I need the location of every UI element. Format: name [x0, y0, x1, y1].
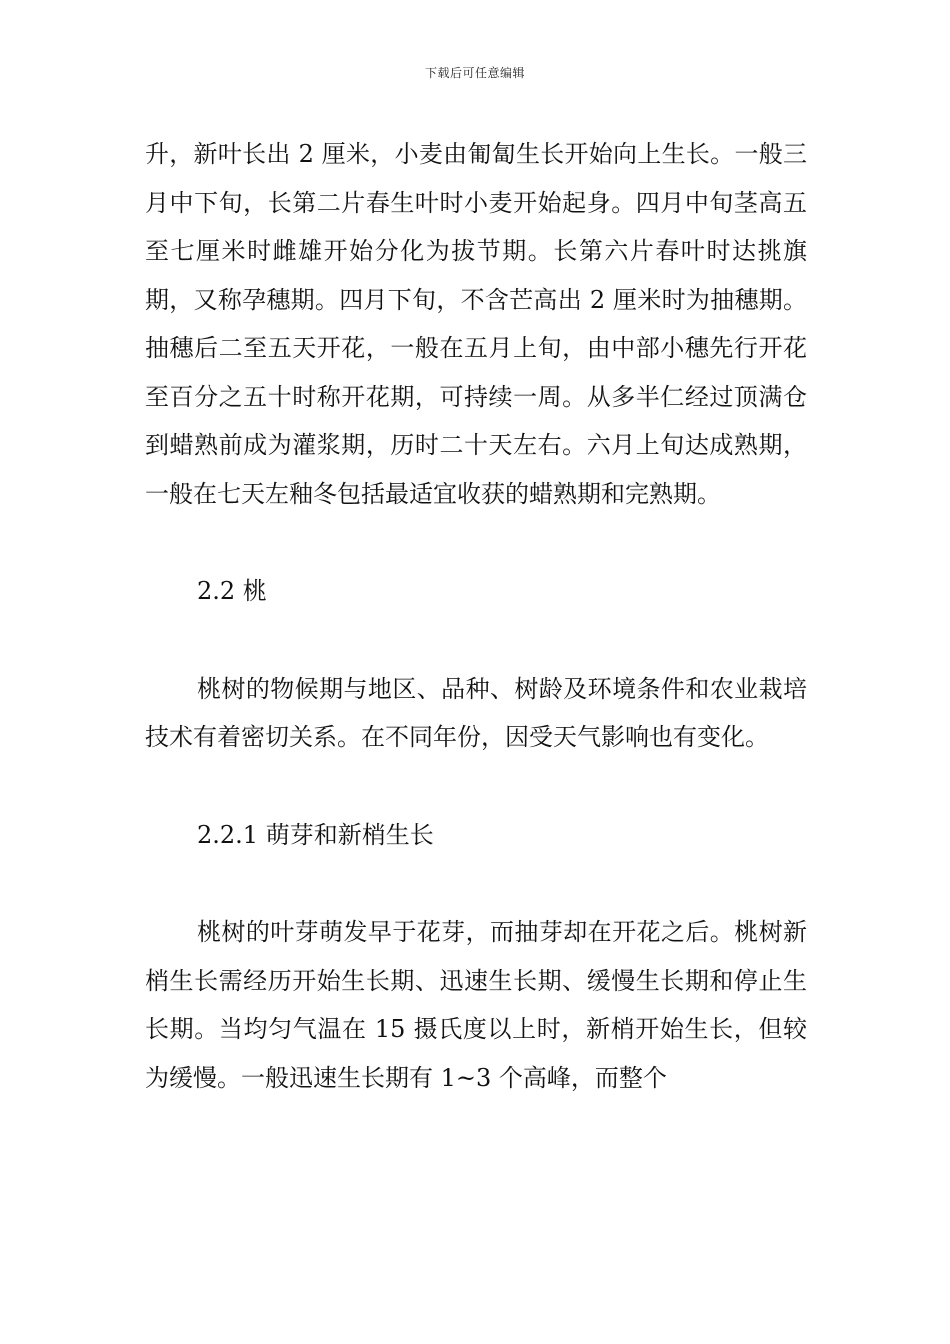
paragraph-wheat-growth: 升，新叶长出 2 厘米，小麦由匍匐生长开始向上生长。一般三月中下旬，长第二片春生叶时小麦开始起身。四月中旬茎高五至七厘米时雌雄开始分化为拔节期。长第六片春叶时达挑旗期，又称孕穗期。四月下旬，不含芒高出 2 厘米时为抽穗期。抽穗后二至五天开花，一般在五月上旬，由中部小穗先行开花至百分之五十时称开花期，可持续一周。从多半仁经过顶满仓到蜡熟前成为灌浆期，历时二十天左右。六月上旬达成熟期，一般在七天左釉冬包括最适宜收获的蜡熟期和完熟期。 [145, 140, 807, 508]
paragraph-peach-phenology: 桃树的物候期与地区、品种、树龄及环境条件和农业栽培技术有着密切关系。在不同年份，因受天气影响也有变化。 [145, 674, 807, 751]
spacer [145, 616, 807, 665]
document-body [145, 130, 807, 1102]
paragraph-shoot-growth: 桃树的叶芽萌发早于花芽，而抽芽却在开花之后。桃树新梢生长需经历开始生长期、迅速生长期、缓慢生长期和停止生长期。当均匀气温在 15 摄氏度以上时，新梢开始生长，但较为缓慢。一般迅速生长期有 1~3 个高峰，而整个 [145, 918, 807, 1092]
spacer [145, 859, 807, 908]
section-heading-peach: 2.2 桃 [197, 577, 267, 605]
spacer [145, 762, 807, 811]
subsection-heading-sprouting: 2.2.1 萌芽和新梢生长 [197, 820, 434, 849]
page-header: 下载后可任意编辑 [424, 66, 525, 80]
spacer [145, 518, 807, 567]
